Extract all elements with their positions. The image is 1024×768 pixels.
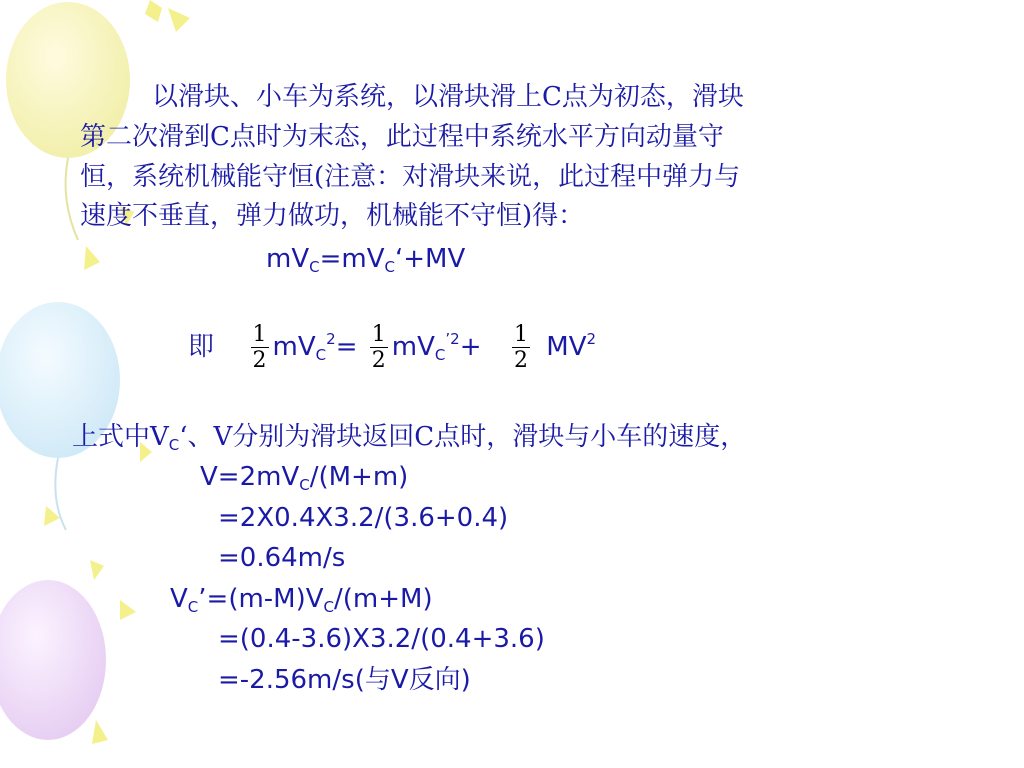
paragraph-line-1: 以滑块、小车为系统，以滑块滑上C点为初态，滑块 — [152, 82, 744, 112]
explanation-line: 上式中$V_C‘$、V分别为滑块返回C点时，滑块与小车的速度， — [72, 422, 747, 454]
energy-equation: 即 $\frac{1}{2}$ $mV_C^2=$ $\frac{1}{2}$ $mV_C^{’2}+$ $\frac{1}{2}$ $MV^2$ — [188, 322, 597, 373]
star-icon — [168, 8, 190, 32]
momentum-equation: $mV_C=mV_C‘+MV$ — [266, 244, 466, 276]
star-icon — [92, 720, 108, 744]
calc-v-substitution: =2X0.4X3.2/(3.6+0.4) — [218, 503, 509, 533]
fraction-half: $\frac{1}{2}$ — [371, 322, 386, 373]
calc-v-result: =0.64m/s — [218, 543, 346, 573]
equation-prefix: 即 — [188, 332, 215, 362]
calc-vc-substitution: =(0.4-3.6)X3.2/(0.4+3.6) — [218, 624, 545, 654]
paragraph-line-2: 第二次滑到C点时为末态，此过程中系统水平方向动量守 — [80, 122, 724, 152]
paragraph-line-4: 速度不垂直，弹力做功，机械能不守恒)得： — [80, 201, 585, 231]
calc-v-formula: $V=2mV_C/(M+m)$ — [200, 462, 409, 494]
star-icon — [145, 0, 162, 22]
balloon-icon — [0, 580, 106, 740]
fraction-half: $\frac{1}{2}$ — [514, 322, 529, 373]
balloon-icon — [0, 302, 120, 530]
star-icon — [90, 560, 104, 580]
calc-vc-result: =-2.56m/s(与V反向) — [218, 665, 471, 695]
star-icon — [120, 600, 136, 620]
paragraph-line-3: 恒，系统机械能守恒(注意：对滑块来说，此过程中弹力与 — [80, 162, 741, 192]
fraction-half: $\frac{1}{2}$ — [252, 322, 267, 373]
star-icon — [84, 246, 100, 270]
calc-vc-formula: $V_C’=(m-M)V_C/(m+M)$ — [170, 584, 433, 616]
